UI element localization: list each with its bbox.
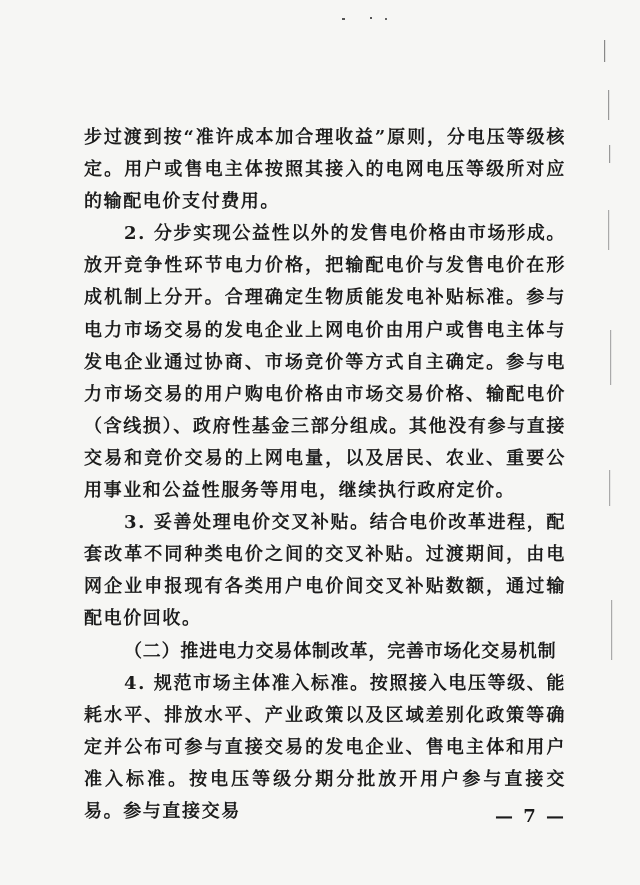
scan-edge-mark — [604, 40, 605, 62]
scan-mark — [342, 18, 345, 20]
scan-edge-mark — [611, 600, 612, 660]
page-number: — 7 — — [494, 806, 566, 827]
scan-edge-mark — [610, 330, 611, 385]
scan-edge-mark — [608, 210, 609, 250]
body-text — [84, 122, 566, 828]
scan-edge-mark — [609, 470, 610, 506]
paragraph-continuation: 步过渡到按“准许成本加合理收益”原则，分电压等级核定。用户或售电主体按照其接入的电网电压等级所对应的输配电价支付费用。 — [84, 127, 566, 213]
scan-edge-mark — [608, 90, 609, 120]
paragraph-item-4: 4. 规范市场主体准入标准。按照接入电压等级、能耗水平、排放水平、产业政策以及区域差别化政策等确定并公布可参与直接交易的发电企业、售电主体和用户准入标准。按电压等级分期分批放开用户参与直接交易。参与直接交易 — [84, 672, 566, 822]
paragraph-item-2: 2. 分步实现公益性以外的发售电价格由市场形成。放开竞争性环节电力价格，把输配电价与发售电价在形成机制上分开。合理确定生物质能发电补贴标准。参与电力市场交易的发电企业上网电价由用户或售电主体与发电企业通过协商、市场竞价等方式自主确定。参与电力市场交易的用户购电价格由市场交易价格、输配电价（含线损）、政府性基金三部分组成。其他没有参与直接交易和竞价交易的上网电量，以及居民、农业、重要公用事业和公益性服务等用电，继续执行政府定价。 — [84, 223, 566, 502]
scan-edge-mark — [609, 145, 610, 163]
scan-mark — [385, 18, 387, 20]
scan-mark — [370, 17, 372, 19]
section-heading: （二）推进电力交易体制改革，完善市场化交易机制 — [124, 640, 557, 662]
paragraph-item-3: 3. 妥善处理电价交叉补贴。结合电价改革进程，配套改革不同种类电价之间的交叉补贴。过渡期间，由电网企业申报现有各类用户电价间交叉补贴数额，通过输配电价回收。 — [84, 512, 566, 630]
